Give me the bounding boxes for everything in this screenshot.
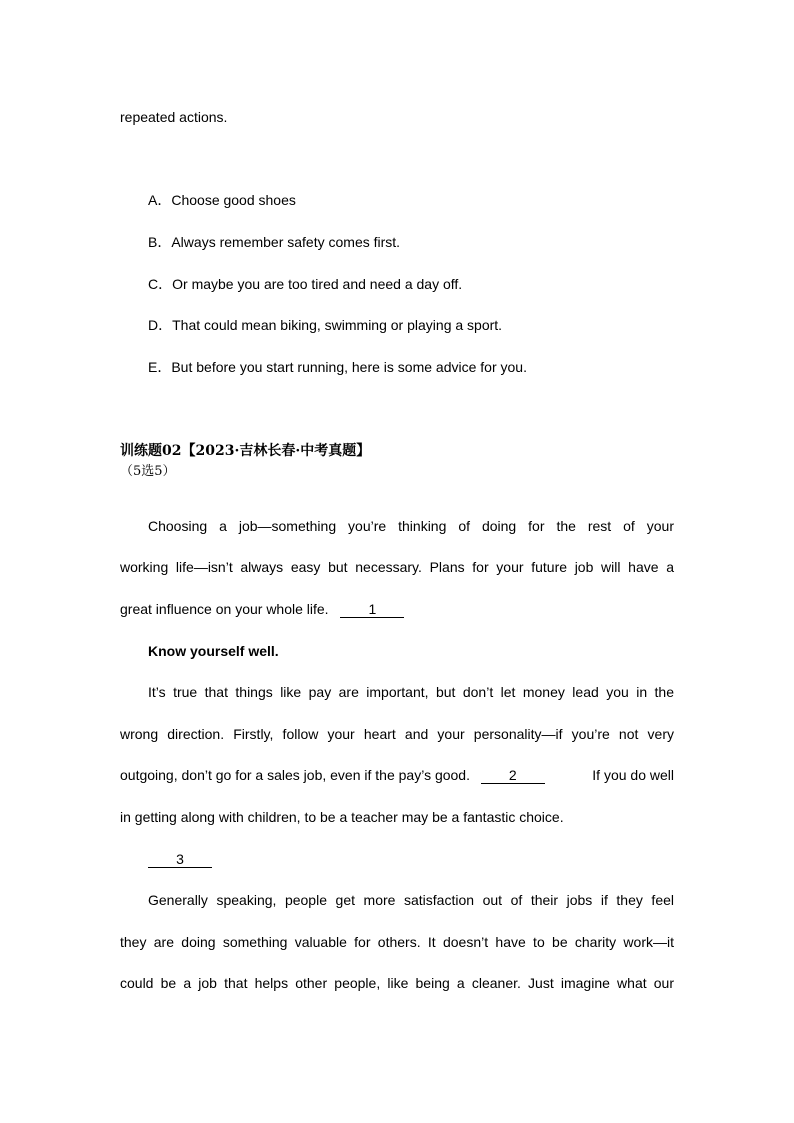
passage-line: in getting along with children, to be a teacher may be a fantastic choice. [120,809,564,825]
option-letter: A． [148,192,172,208]
passage-line [120,600,404,618]
option-letter: B． [148,234,172,250]
passage-text: If you do well [592,767,674,783]
option-letter: C． [148,276,173,292]
answer-blank-2[interactable]: 2 [481,767,545,784]
option-letter: D． [148,317,173,333]
option-text: That could mean biking, swimming or playing a sport. [172,317,503,333]
previous-paragraph-tail: repeated actions. [120,109,228,125]
option-c [148,275,462,293]
passage-line: Generally speaking, people get more satisfaction out of their jobs if they feel [148,892,674,908]
passage-text: outgoing, don’t go for a sales job, even if the pay’s good. [120,767,470,783]
answer-blank-3[interactable]: 3 [148,851,212,868]
option-e [148,358,527,376]
passage-line: they are doing something valuable for others. It doesn’t have to be charity work—it [120,934,674,950]
option-letter: E． [148,359,172,375]
option-text: Choose good shoes [171,192,296,208]
passage-text: great influence on your whole life. [120,601,329,617]
option-text: Or maybe you are too tired and need a day off. [172,276,463,292]
passage-line: could be a job that helps other people, like being a cleaner. Just imagine what our [120,975,674,991]
section-heading: Know yourself well. [148,643,279,659]
passage-line: working life—isn’t always easy but necessary. Plans for your future job will have a [120,559,674,575]
exercise-title: 训练题02【2023·吉林长春·中考真题】 [120,443,371,459]
option-d [148,316,502,334]
option-text: But before you start running, here is some advice for you. [171,359,527,375]
passage-line [148,850,212,868]
answer-blank-1[interactable]: 1 [340,601,404,618]
passage-line: It’s true that things like pay are important, but don’t let money lead you in the [148,684,674,700]
passage-line: wrong direction. Firstly, follow your heart and your personality—if you’re not very [120,726,674,742]
exercise-subtitle: （5选5） [120,464,176,479]
option-a [148,191,296,209]
option-b [148,233,400,251]
passage-line: Choosing a job—something you’re thinking of doing for the rest of your [148,518,674,534]
passage-line [120,766,674,784]
option-text: Always remember safety comes first. [171,234,401,250]
